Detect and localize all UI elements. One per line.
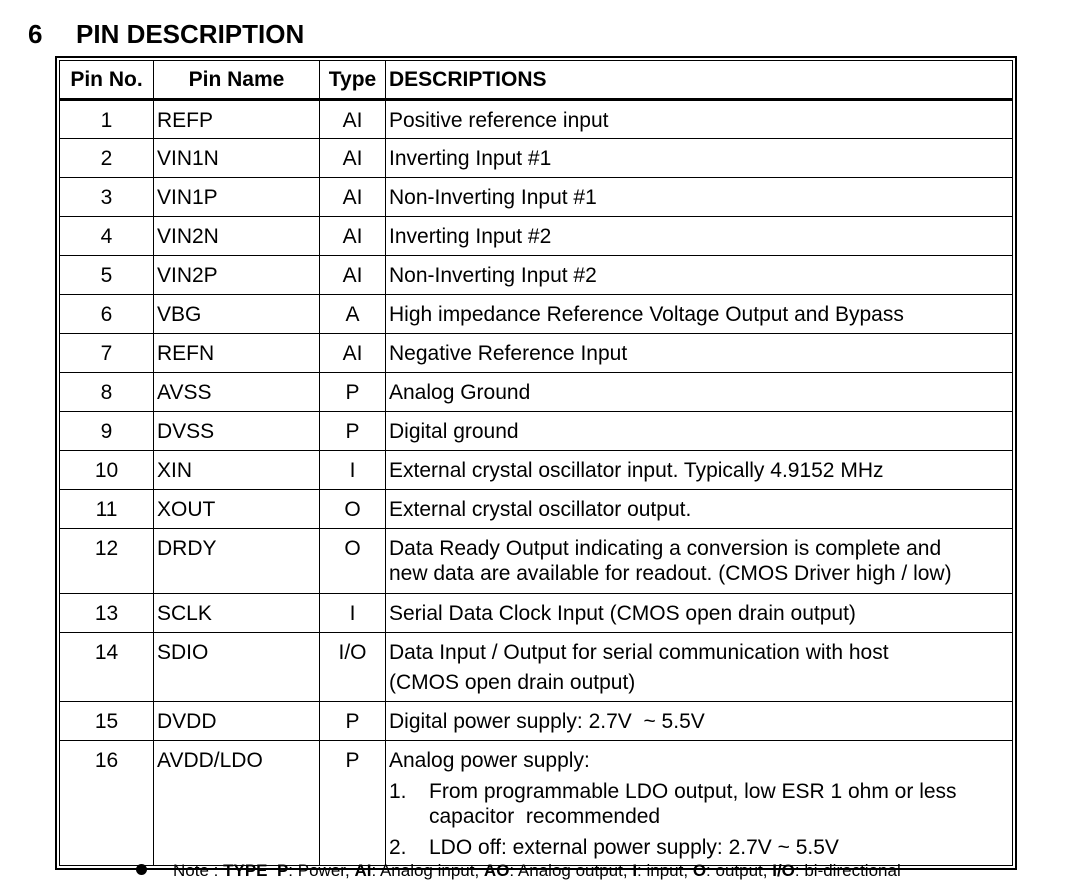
note-key: I/O xyxy=(772,861,795,880)
pin-type: AI xyxy=(320,217,386,256)
header-pin-no: Pin No. xyxy=(60,61,154,100)
pin-description: Inverting Input #1 xyxy=(386,139,1013,178)
pin-number: 2 xyxy=(60,139,154,178)
pin-name: DVSS xyxy=(154,412,320,451)
note-key: P xyxy=(276,861,289,880)
pin-number: 9 xyxy=(60,412,154,451)
pin-description: Positive reference input xyxy=(386,100,1013,139)
list-item-text xyxy=(429,835,1009,860)
note-value: : Power, xyxy=(288,861,355,880)
note-key: AO xyxy=(483,861,510,880)
table-row xyxy=(60,295,1013,334)
description-line: Analog power supply: xyxy=(389,749,590,772)
pin-description-table xyxy=(59,60,1013,866)
pin-name: SDIO xyxy=(154,633,320,702)
pin-type: AI xyxy=(320,256,386,295)
pin-name: VBG xyxy=(154,295,320,334)
table-row xyxy=(60,702,1013,741)
description-line: (CMOS open drain output) xyxy=(389,671,636,694)
pin-description: Digital ground xyxy=(386,412,1013,451)
description-line: Data Input / Output for serial communication with host xyxy=(389,641,889,664)
table-header-row xyxy=(60,61,1013,100)
pin-type: AI xyxy=(320,139,386,178)
list-item xyxy=(389,835,1009,860)
note-value: : bi-directional xyxy=(794,861,901,880)
list-item-text xyxy=(429,779,1009,829)
note-type-label: TYPE xyxy=(223,861,268,880)
pin-number: 6 xyxy=(60,295,154,334)
pin-name: AVSS xyxy=(154,373,320,412)
table-row xyxy=(60,100,1013,139)
header-descriptions: DESCRIPTIONS xyxy=(386,61,1013,100)
note-prefix: Note : xyxy=(173,861,224,880)
pin-number: 4 xyxy=(60,217,154,256)
pin-name: XOUT xyxy=(154,490,320,529)
pin-description: External crystal oscillator input. Typically 4.9152 MHz xyxy=(386,451,1013,490)
description-line: Data Ready Output indicating a conversion is complete and xyxy=(389,537,942,560)
header-type: Type xyxy=(320,61,386,100)
pin-number: 8 xyxy=(60,373,154,412)
note-key: O xyxy=(692,861,707,880)
list-marker: 2. xyxy=(389,836,407,859)
pin-type: AI xyxy=(320,178,386,217)
pin-type: I/O xyxy=(320,633,386,702)
table-row xyxy=(60,139,1013,178)
pin-name: DRDY xyxy=(154,529,320,594)
pin-name: AVDD/LDO xyxy=(154,741,320,866)
section-title: PIN DESCRIPTION xyxy=(76,19,305,49)
description-line: LDO off: external power supply: 2.7V ~ 5.5V xyxy=(429,836,839,859)
pin-type: A xyxy=(320,295,386,334)
section-heading xyxy=(28,17,304,51)
pin-number: 11 xyxy=(60,490,154,529)
pin-name: REFN xyxy=(154,334,320,373)
description-line: capacitor recommended xyxy=(429,805,661,828)
pin-description: Negative Reference Input xyxy=(386,334,1013,373)
pin-description: Non-Inverting Input #1 xyxy=(386,178,1013,217)
pin-name: VIN1P xyxy=(154,178,320,217)
pin-table-frame xyxy=(55,56,1017,870)
pin-name: XIN xyxy=(154,451,320,490)
note-value: : output, xyxy=(706,861,773,880)
pin-description: External crystal oscillator output. xyxy=(386,490,1013,529)
pin-number: 7 xyxy=(60,334,154,373)
pin-number: 5 xyxy=(60,256,154,295)
note-key: I xyxy=(632,861,638,880)
pin-type: I xyxy=(320,451,386,490)
pin-description: High impedance Reference Voltage Output and Bypass xyxy=(386,295,1013,334)
list-marker: 1. xyxy=(389,780,407,803)
bullet-icon xyxy=(136,864,147,875)
table-row xyxy=(60,412,1013,451)
table-row xyxy=(60,594,1013,633)
section-number: 6 xyxy=(28,19,43,49)
table-row xyxy=(60,217,1013,256)
pin-name: DVDD xyxy=(154,702,320,741)
pin-type: I xyxy=(320,594,386,633)
table-row xyxy=(60,373,1013,412)
pin-type: P xyxy=(320,741,386,866)
pin-name: REFP xyxy=(154,100,320,139)
pin-type: P xyxy=(320,412,386,451)
description-line: From programmable LDO output, low ESR 1 ohm or less xyxy=(429,780,957,803)
pin-name: VIN2P xyxy=(154,256,320,295)
pin-description: Serial Data Clock Input (CMOS open drain output) xyxy=(386,594,1013,633)
pin-number: 3 xyxy=(60,178,154,217)
table-row xyxy=(60,334,1013,373)
pin-description: Digital power supply: 2.7V ~ 5.5V xyxy=(386,702,1013,741)
pin-name: VIN2N xyxy=(154,217,320,256)
pin-description: Analog Ground xyxy=(386,373,1013,412)
note-value: : Analog input, xyxy=(371,861,484,880)
table-row xyxy=(60,490,1013,529)
table-row xyxy=(60,256,1013,295)
header-pin-name: Pin Name xyxy=(154,61,320,100)
pin-number: 10 xyxy=(60,451,154,490)
note-value: : input, xyxy=(637,861,693,880)
pin-description xyxy=(386,633,1013,702)
pin-number: 12 xyxy=(60,529,154,594)
table-row xyxy=(60,178,1013,217)
pin-number: 15 xyxy=(60,702,154,741)
table-row xyxy=(60,741,1013,866)
pin-type: P xyxy=(320,702,386,741)
table-row xyxy=(60,633,1013,702)
list-item xyxy=(389,779,1009,829)
pin-description xyxy=(386,741,1013,866)
description-line: new data are available for readout. (CMOS Driver high / low) xyxy=(389,562,952,585)
pin-number: 1 xyxy=(60,100,154,139)
pin-type: AI xyxy=(320,334,386,373)
note-value: : Analog output, xyxy=(509,861,633,880)
table-row xyxy=(60,529,1013,594)
pin-type: O xyxy=(320,529,386,594)
pin-description: Inverting Input #2 xyxy=(386,217,1013,256)
pin-number: 16 xyxy=(60,741,154,866)
type-legend-note xyxy=(136,860,901,882)
pin-description xyxy=(386,529,1013,594)
pin-number: 14 xyxy=(60,633,154,702)
pin-type: AI xyxy=(320,100,386,139)
pin-type: O xyxy=(320,490,386,529)
pin-name: SCLK xyxy=(154,594,320,633)
pin-name: VIN1N xyxy=(154,139,320,178)
pin-type: P xyxy=(320,373,386,412)
note-key: AI xyxy=(354,861,372,880)
table-row xyxy=(60,451,1013,490)
pin-number: 13 xyxy=(60,594,154,633)
pin-description: Non-Inverting Input #2 xyxy=(386,256,1013,295)
